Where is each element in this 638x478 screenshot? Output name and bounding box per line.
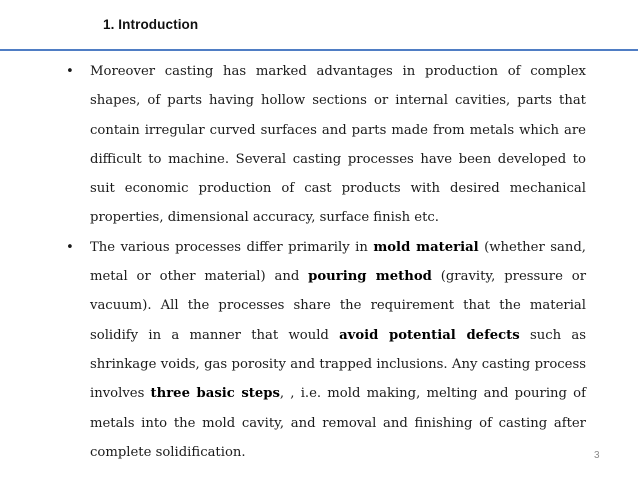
title-divider [0,49,638,51]
bullet-item-2 [66,233,586,467]
bullet-text: Moreover casting has marked advantages in production of complex shapes, of parts having hollow sections or internal cavities, parts that contain irregular curved surfaces and parts made from metals which are difficult to machine. Several casting processes have been developed to suit economic production of cast products with desired mechanical properties, dimensional accuracy, surface finish etc. [90,64,586,226]
bold-term-avoid-defects: avoid potential defects [339,327,520,343]
bullet-text-segment: (whether sand, metal or other material) and [90,239,586,285]
bold-term-pouring-method: pouring method [308,269,432,285]
slide-title: 1. Introduction [103,17,199,32]
bullet-dot-icon: • [66,239,74,255]
bullet-text-segment: (gravity, pressure or vacuum). All the processes share the requirement that the material solidify in a manner that would [90,269,586,343]
bold-term-mold-material: mold material [373,239,479,255]
bullet-text-segment: The various processes differ primarily in [90,239,374,255]
slide-body [66,57,586,467]
page-number: 3 [594,450,600,461]
bullet-dot-icon: • [66,64,74,79]
bullet-text-segment: , , i.e. mold making, melting and pouring of metals into the mold cavity, and removal and finishing of casting after complete solidification. [90,386,586,460]
bullet-text-segment: such as shrinkage voids, gas porosity and trapped inclusions. Any casting process involves [90,327,587,402]
bullet-item-1 [66,57,586,233]
bold-term-three-steps: three basic steps [150,386,280,402]
